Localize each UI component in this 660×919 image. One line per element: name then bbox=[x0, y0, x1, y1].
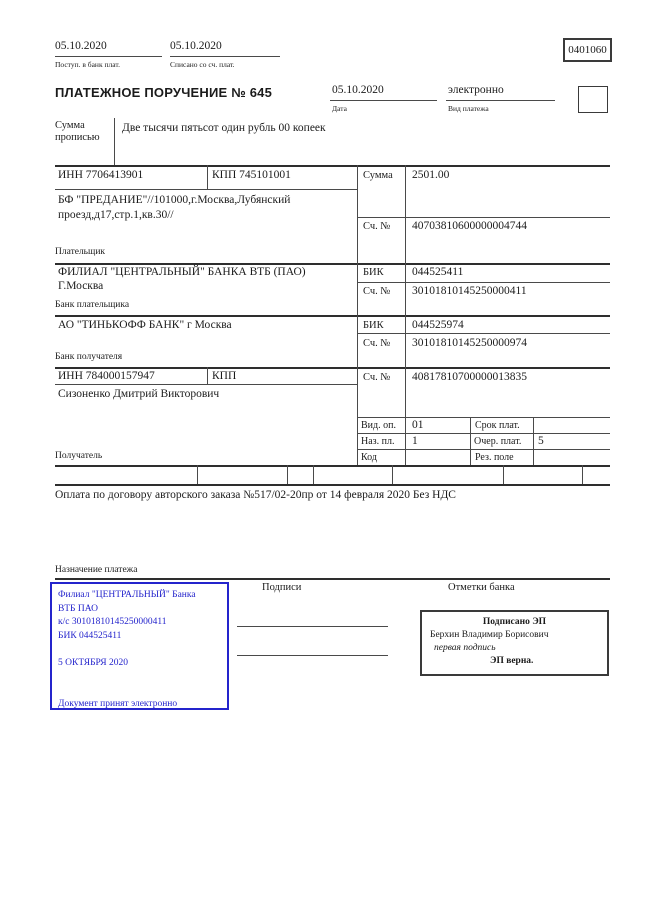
tax-row-line bbox=[392, 465, 393, 484]
sum-value: 2501.00 bbox=[412, 169, 450, 181]
table-line bbox=[533, 417, 534, 465]
table-line bbox=[55, 315, 610, 317]
table-line bbox=[55, 263, 610, 265]
payer-account: 40703810600000004744 bbox=[412, 220, 527, 232]
table-line bbox=[55, 484, 610, 486]
document-title: ПЛАТЕЖНОЕ ПОРУЧЕНИЕ № 645 bbox=[55, 85, 273, 100]
stamp-corr-account: к/с 30101810145250000411 bbox=[58, 617, 167, 627]
payment-purpose-code-value: 1 bbox=[412, 435, 418, 447]
table-line bbox=[55, 465, 610, 467]
payee-bank-bik: 044525974 bbox=[412, 319, 464, 331]
payer-name: БФ "ПРЕДАНИЕ"//101000,г.Москва,Лубянский проезд,д17,стр.1,кв.30// bbox=[58, 194, 291, 221]
document-date: 05.10.2020 bbox=[332, 84, 384, 96]
table-line bbox=[207, 367, 208, 384]
received-date-underline bbox=[55, 56, 162, 57]
debited-from-account-label: Списано со сч. плат. bbox=[170, 60, 235, 69]
payer-inn: ИНН 7706413901 bbox=[58, 169, 144, 181]
bank-stamp bbox=[50, 582, 229, 710]
code-label: Код bbox=[361, 452, 377, 463]
table-line bbox=[55, 384, 357, 385]
payer-bank-bik-label: БИК bbox=[363, 267, 384, 278]
table-line bbox=[55, 578, 610, 580]
payer-bank-section-label: Банк плательщика bbox=[55, 300, 130, 310]
payee-name: Сизоненко Дмитрий Викторович bbox=[58, 388, 220, 400]
status-checkbox bbox=[578, 86, 608, 113]
payee-bank-name: АО "ТИНЬКОФФ БАНК" г Москва bbox=[58, 319, 232, 331]
due-date-label: Срок плат. bbox=[475, 420, 520, 431]
op-type-label: Вид. оп. bbox=[361, 420, 396, 431]
table-line bbox=[357, 217, 610, 218]
date-label: Дата bbox=[332, 104, 347, 113]
table-line bbox=[357, 165, 358, 465]
table-line bbox=[357, 333, 610, 334]
amount-words-divider bbox=[114, 118, 115, 165]
signature-line bbox=[237, 655, 388, 656]
payment-purpose-code-label: Наз. пл. bbox=[361, 436, 395, 447]
payment-purpose-label: Назначение платежа bbox=[55, 565, 138, 575]
payee-bank-account: 30101810145250000974 bbox=[412, 337, 527, 349]
debited-from-account-date: 05.10.2020 bbox=[170, 40, 222, 52]
table-line bbox=[470, 417, 471, 465]
payee-account: 40817810700000013835 bbox=[412, 371, 527, 383]
tax-row-line bbox=[197, 465, 198, 484]
table-line bbox=[357, 417, 610, 418]
amount-in-words: Две тысячи пятьсот один рубль 00 копеек bbox=[122, 122, 326, 134]
esign-signer-name: Берхин Владимир Борисович bbox=[430, 630, 549, 640]
payer-bank-account: 30101810145250000411 bbox=[412, 285, 527, 297]
payer-bank-account-label: Сч. № bbox=[363, 286, 391, 297]
reserve-field-label: Рез. поле bbox=[475, 452, 514, 463]
payment-type-value: электронно bbox=[448, 84, 504, 96]
received-in-bank-label: Поступ. в банк плат. bbox=[55, 60, 120, 69]
payee-bank-bik-label: БИК bbox=[363, 320, 384, 331]
priority-value: 5 bbox=[538, 435, 544, 447]
esign-box bbox=[420, 610, 609, 676]
payer-account-label: Сч. № bbox=[363, 221, 391, 232]
signatures-label: Подписи bbox=[262, 582, 302, 593]
table-line bbox=[357, 433, 610, 434]
stamp-bik: БИК 044525411 bbox=[58, 630, 122, 641]
table-line bbox=[405, 165, 406, 465]
table-line bbox=[207, 165, 208, 189]
amount-words-label: Сумма прописью bbox=[55, 120, 100, 143]
payee-section-label: Получатель bbox=[55, 451, 103, 461]
priority-label: Очер. плат. bbox=[474, 436, 522, 447]
date-underline bbox=[330, 100, 437, 101]
payer-bank-name-line1: ФИЛИАЛ "ЦЕНТРАЛЬНЫЙ" БАНКА ВТБ (ПАО) bbox=[58, 266, 306, 278]
payment-purpose-text: Оплата по договору авторского заказа №517/02-20пр от 14 февраля 2020 Без НДС bbox=[55, 489, 456, 501]
tax-row-line bbox=[503, 465, 504, 484]
payer-bank-name-line2: Г.Москва bbox=[58, 280, 104, 292]
payee-account-label: Сч. № bbox=[363, 372, 391, 383]
stamp-date: 5 ОКТЯБРЯ 2020 bbox=[58, 658, 128, 668]
table-line bbox=[357, 449, 610, 450]
debited-date-underline bbox=[170, 56, 280, 57]
table-line bbox=[55, 165, 610, 167]
esign-title: Подписано ЭП bbox=[482, 617, 547, 627]
payee-kpp-label: КПП bbox=[212, 370, 237, 382]
op-type-value: 01 bbox=[412, 419, 424, 431]
stamp-note: Документ принят электронно bbox=[58, 698, 178, 709]
payer-bank-bik: 044525411 bbox=[412, 266, 464, 278]
signature-line bbox=[237, 626, 388, 627]
payment-type-underline bbox=[446, 100, 555, 101]
table-line bbox=[357, 282, 610, 283]
esign-signature-kind: первая подпись bbox=[434, 643, 496, 653]
esign-valid-note: ЭП верна. bbox=[490, 656, 534, 666]
form-code-box: 0401060 bbox=[563, 38, 612, 62]
sum-label: Сумма bbox=[363, 170, 393, 181]
tax-row-line bbox=[582, 465, 583, 484]
payee-inn: ИНН 784000157947 bbox=[58, 370, 155, 382]
table-line bbox=[55, 189, 357, 190]
stamp-bank-name-line1: Филиал "ЦЕНТРАЛЬНЫЙ" Банка bbox=[58, 590, 196, 600]
payment-type-label: Вид платежа bbox=[448, 104, 489, 113]
payee-bank-account-label: Сч. № bbox=[363, 338, 391, 349]
payer-section-label: Плательщик bbox=[55, 247, 106, 257]
bank-marks-label: Отметки банка bbox=[448, 582, 515, 593]
tax-row-line bbox=[287, 465, 288, 484]
payee-bank-section-label: Банк получателя bbox=[55, 352, 123, 362]
stamp-bank-name-line2: ВТБ ПАО bbox=[58, 603, 98, 614]
table-line bbox=[55, 367, 610, 369]
received-in-bank-date: 05.10.2020 bbox=[55, 40, 107, 52]
tax-row-line bbox=[313, 465, 314, 484]
payer-kpp: КПП 745101001 bbox=[212, 169, 291, 181]
